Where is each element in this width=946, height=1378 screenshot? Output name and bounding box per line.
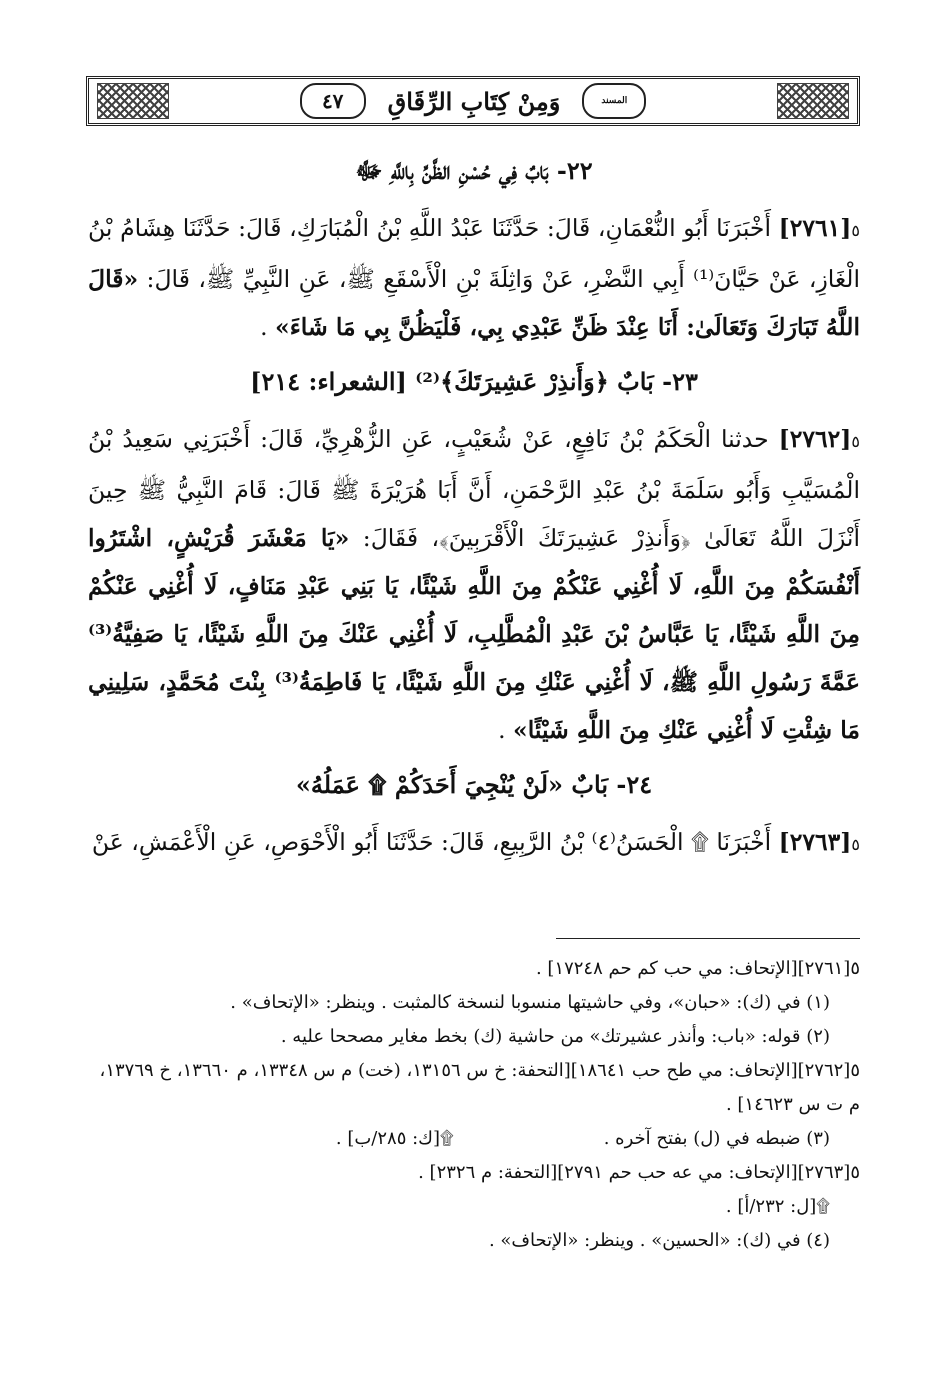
hadith-2761 xyxy=(88,204,860,351)
chapter-title-23: ٢٣- بَابٌ ﴿وَأَنذِرْ عَشِيرَتَكَ﴾⁽²⁾ [الشعراء: ٢١٤] xyxy=(250,367,698,396)
header-center xyxy=(300,83,647,119)
footnote-divider xyxy=(556,938,860,939)
hadith-2763 xyxy=(88,818,860,869)
hadith-isnad: أَخْبَرَنَا ۩ الْحَسَنُ⁽٤⁾ بْنُ الرَّبِيعِ، قَالَ: حَدَّثَنَا أَبُو الْأَحْوَصِ، عَنِ الْأَعْمَشِ، عَنْ xyxy=(91,828,772,856)
hadith-number: [٢٧٦١] xyxy=(778,214,852,242)
footnote: ۩[ل: ٢٣٢/أ] . xyxy=(725,1196,830,1217)
hadith-matn: «قَالَ اللَّهُ تَبَارَكَ وَتَعَالَىٰ: أَنَا عِنْدَ ظَنِّ عَبْدِي بِي، فَلْيَظُنَّ بِي مَا شَاءَ» xyxy=(88,265,860,341)
footnote: (٢) قوله: «باب: وأنذر عشيرتك» من حاشية (ك) بخط مغاير مصححا عليه . xyxy=(280,1026,830,1047)
footnote: (٤) في (ك): «الحسين» . وينظر: «الإتحاف» . xyxy=(488,1230,830,1251)
hadith-number: [٢٧٦٣] xyxy=(778,828,852,856)
book-seal-logo: المسند xyxy=(582,83,646,119)
footnote-row xyxy=(88,1122,860,1156)
chapter-title-24: ٢٤- بَابٌ «لَنْ يُنْجِيَ أَحَدَكُمْ ۩ عَمَلُهُ» xyxy=(295,770,653,799)
footnotes xyxy=(88,952,860,1258)
main-text xyxy=(88,140,860,869)
hadith-matn: «يَا مَعْشَرَ قُرَيْشٍ، اشْتَرُوا أَنْفُسَكُمْ مِنَ اللَّهِ، لَا أُغْنِي عَنْكُمْ مِنَ اللَّهِ شَيْئًا، يَا بَنِي عَبْدِ مَنَافٍ، لَا أُغْنِي عَنْكُمْ مِنَ اللَّهِ شَيْئًا، يَا عَبَّاسُ بْنَ عَبْدِ الْمُطَّلِبِ، لَا أُغْنِي عَنْكَ مِنَ اللَّهِ شَيْئًا، يَا صَفِيَّةُ⁽³⁾ عَمَّةَ رَسُولِ اللَّهِ ﷺ، لَا أُغْنِي عَنْكِ مِنَ اللَّهِ شَيْئًا، يَا فَاطِمَةُ⁽³⁾ بِنْتَ مُحَمَّدٍ، سَلِينِي مَا شِئْتِ لَا أُغْنِي عَنْكِ مِنَ اللَّهِ شَيْئًا» xyxy=(88,524,860,744)
hadith-marker: ٥ xyxy=(851,221,860,240)
hadith-number: [٢٧٦٢] xyxy=(778,425,852,453)
hadith-end: . xyxy=(260,313,276,341)
hadith-isnad: حدثنا الْحَكَمُ بْنُ نَافِعٍ، عَنْ شُعَيْبٍ، عَنِ الزُّهْرِيِّ، قَالَ: أَخْبَرَنِي سَعِيدُ بْنُ الْمُسَيَّبِ وَأَبُو سَلَمَةَ بْنُ عَبْدِ الرَّحْمَنِ، أَنَّ أَبَا هُرَيْرَةَ ﷺ قَالَ: قَامَ النَّبِيُّ ﷺ حِينَ أَنْزَلَ اللَّهُ تَعَالَىٰ ﴿وَأَنذِرْ عَشِيرَتَكَ الْأَقْرَبِينَ﴾، فَقَالَ: xyxy=(88,425,861,552)
hadith-2762 xyxy=(88,415,860,754)
footnote: ٥[٢٧٦١][الإتحاف: مي حب كم حم ١٧٢٤٨] . xyxy=(535,958,860,979)
running-title: وَمِنْ كِتَابِ الرِّقَاقِ xyxy=(387,86,561,116)
hadith-marker: ٥ xyxy=(851,835,860,854)
hadith-isnad: أَخْبَرَنَا أَبُو النُّعْمَانِ، قَالَ: حَدَّثَنَا عَبْدُ اللَّهِ بْنُ الْمُبَارَكِ، قَالَ: حَدَّثَنَا هِشَامُ بْنُ الْغَازِ، عَنْ حَيَّانَ⁽¹⁾ أَبِي النَّضْرِ، عَنْ وَاثِلَةَ بْنِ الْأَسْقَعِ ﷺ، عَنِ النَّبِيِّ ﷺ، قَالَ: xyxy=(88,214,860,293)
footnote: ٥[٢٧٦٢][الإتحاف: مي طح حب ١٨٦٤١][التحفة: خ س ١٣١٥٦، (خت) م س ١٣٣٤٨، م ١٣٦٦٠، خ ١٣٧٦٩، م ت س ١٤٦٢٣] . xyxy=(99,1060,860,1115)
footnote-side: ۩[ك: ٢٨٥/ب] . xyxy=(335,1128,454,1149)
footnote: (٣) ضبطه في (ل) بفتح آخره . xyxy=(603,1128,830,1149)
page-number: ٤٧ xyxy=(300,83,366,119)
ornament-right xyxy=(777,83,849,119)
ornament-left xyxy=(97,83,169,119)
chapter-title-22: ٢٢- بَابٌ فِي حُسْنِ الظَّنِّ بِاللَّهِ ﷻ xyxy=(355,156,593,185)
footnote: (١) في (ك): «حبان»، وفي حاشيتها منسوبا لنسخة كالمثبت . وينظر: «الإتحاف» . xyxy=(230,992,830,1013)
hadith-end: . xyxy=(498,716,514,744)
hadith-marker: ٥ xyxy=(851,432,860,451)
page-header xyxy=(86,76,860,126)
footnote: ٥[٢٧٦٣][الإتحاف: مي عه حب حم ٢٧٩١][التحفة: م ٢٣٢٦] . xyxy=(418,1162,860,1183)
